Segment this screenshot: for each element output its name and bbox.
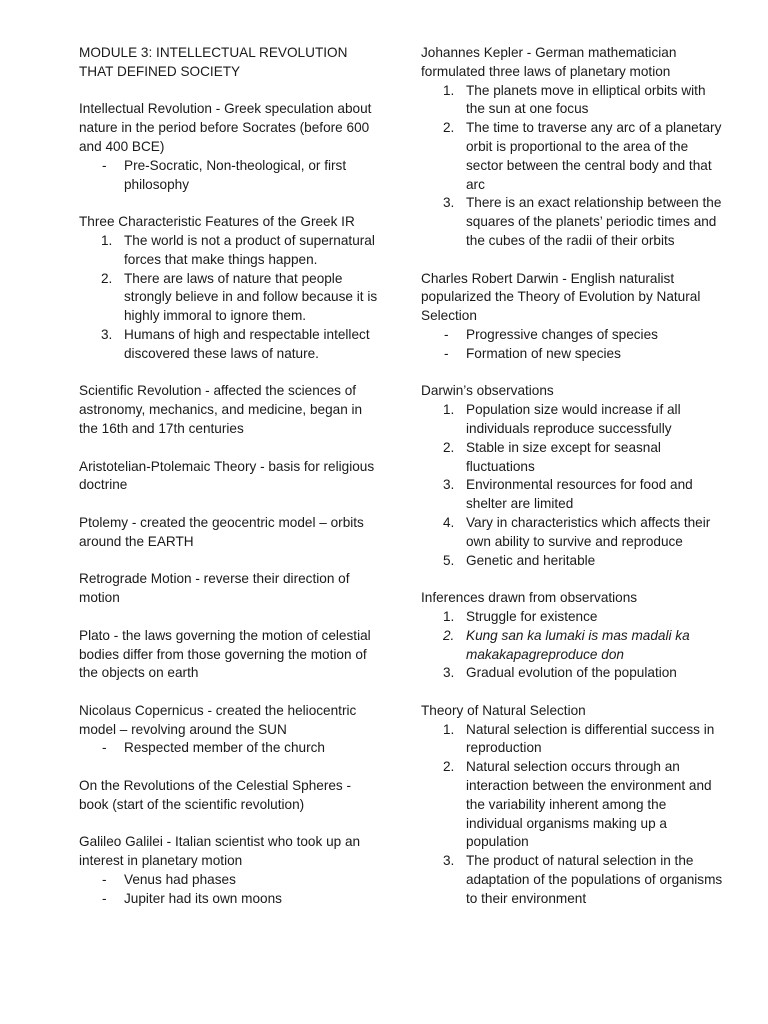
list-item-text: Natural selection is differential success in reproduction bbox=[466, 721, 715, 756]
list-number: 1. bbox=[443, 721, 455, 737]
list-item bbox=[421, 439, 726, 477]
list-item-text: Struggle for existence bbox=[466, 608, 598, 624]
revolutions-book-text: On the Revolutions of the Celestial Spheres - book (start of the scientific revolution) bbox=[79, 778, 352, 812]
list-item bbox=[421, 194, 726, 250]
list-item-text: Vary in characteristics which affects their own ability to survive and reproduce bbox=[466, 514, 711, 549]
retrograde-text: Retrograde Motion - reverse their direction of motion bbox=[79, 571, 350, 606]
left-column bbox=[79, 44, 379, 927]
list-number: 1. bbox=[443, 608, 455, 624]
ptolemy-text: Ptolemy - created the geocentric model – orbits around the EARTH bbox=[79, 514, 364, 549]
darwin-text: Charles Robert Darwin - English naturalist popularized the Theory of Evolution by Natural Selection bbox=[421, 270, 701, 324]
ptolemy-section bbox=[79, 514, 379, 552]
list-item-text: Population size would increase if all individuals reproduce successfully bbox=[466, 402, 681, 436]
list-item-text: There are laws of nature that people strongly believe in and follow because it is highly immoral to ignore them. bbox=[124, 270, 378, 324]
darwin-observations-list bbox=[421, 401, 726, 570]
list-number: 1. bbox=[443, 82, 455, 98]
list-number: 2. bbox=[443, 627, 455, 643]
module-title-line-2: THAT DEFINED SOCIETY bbox=[79, 63, 241, 79]
galileo-text: Galileo Galilei - Italian scientist who took up an interest in planetary motion bbox=[79, 834, 361, 869]
list-number: 2. bbox=[443, 120, 455, 136]
list-item-text: Gradual evolution of the population bbox=[466, 665, 677, 681]
list-item: - Pre-Socratic, Non-theological, or first philosophy bbox=[79, 157, 379, 195]
intellectual-revolution-section bbox=[79, 100, 379, 194]
list-item bbox=[421, 608, 726, 627]
list-item bbox=[421, 82, 726, 120]
revolutions-book-section bbox=[79, 777, 379, 815]
list-item bbox=[79, 326, 379, 364]
copernicus-text: Nicolaus Copernicus - created the heliocentric model – revolving around the SUN bbox=[79, 702, 357, 737]
list-item bbox=[79, 232, 379, 270]
inferences-heading: Inferences drawn from observations bbox=[421, 590, 638, 606]
list-item bbox=[421, 758, 726, 852]
list-number: 2. bbox=[101, 270, 113, 286]
right-column bbox=[421, 44, 726, 927]
list-item bbox=[421, 852, 726, 908]
list-item: - Jupiter had its own moons bbox=[79, 890, 379, 909]
list-number: 1. bbox=[443, 402, 455, 418]
aristotelian-section bbox=[79, 458, 379, 496]
list-item-text: The product of natural selection in the adaptation of the populations of organisms to their environment bbox=[466, 853, 723, 906]
list-item bbox=[421, 401, 726, 439]
plato-section bbox=[79, 627, 379, 683]
galileo-section bbox=[79, 833, 379, 908]
list-item: - Formation of new species bbox=[421, 345, 726, 364]
kepler-text: Johannes Kepler - German mathematician formulated three laws of planetary motion bbox=[421, 45, 677, 79]
darwin-bullets bbox=[421, 326, 726, 364]
list-item bbox=[421, 552, 726, 571]
list-item-text: Stable in size except for seasnal fluctuations bbox=[466, 439, 661, 474]
list-item-text: There is an exact relationship between the squares of the planets’ periodic times and the cubes of the radii of their orbits bbox=[466, 195, 722, 248]
list-number: 3. bbox=[443, 665, 455, 681]
module-title-line-1: MODULE 3: INTELLECTUAL REVOLUTION bbox=[79, 45, 348, 60]
darwin-observations-heading: Darwin’s observations bbox=[421, 383, 554, 399]
list-item bbox=[421, 119, 726, 194]
greek-ir-features-list bbox=[79, 232, 379, 364]
plato-text: Plato - the laws governing the motion of celestial bodies differ from those governing the motion of the objects on earth bbox=[79, 627, 371, 681]
greek-ir-features-heading: Three Characteristic Features of the Greek IR bbox=[79, 214, 355, 230]
list-number: 1. bbox=[101, 232, 113, 248]
intellectual-revolution-bullets bbox=[79, 157, 379, 195]
list-item: - Respected member of the church bbox=[79, 739, 379, 758]
aristotelian-text: Aristotelian-Ptolemaic Theory - basis for religious doctrine bbox=[79, 458, 375, 493]
darwin-observations-section bbox=[421, 382, 726, 570]
list-item-text: The world is not a product of supernatural forces that make things happen. bbox=[124, 232, 375, 267]
scientific-revolution-section bbox=[79, 382, 379, 438]
list-number: 5. bbox=[443, 552, 455, 568]
list-item-text: Environmental resources for food and shelter are limited bbox=[466, 477, 693, 512]
list-number: 3. bbox=[443, 195, 455, 211]
list-item: - Progressive changes of species bbox=[421, 326, 726, 345]
greek-ir-features-section bbox=[79, 213, 379, 363]
list-item bbox=[421, 627, 726, 665]
galileo-bullets bbox=[79, 871, 379, 909]
list-item-text: The time to traverse any arc of a planetary orbit is proportional to the area of the sector between the central body and that arc bbox=[466, 120, 722, 192]
list-item-text: Humans of high and respectable intellect discovered these laws of nature. bbox=[124, 326, 370, 361]
scientific-revolution-text: Scientific Revolution - affected the sciences of astronomy, mechanics, and medicine, began in the 16th and 17th centuries bbox=[79, 383, 363, 436]
list-number: 4. bbox=[443, 514, 455, 530]
intellectual-revolution-text: Intellectual Revolution - Greek speculation about nature in the period before Socrates (before 600 and 400 BCE) bbox=[79, 101, 372, 154]
list-item bbox=[421, 514, 726, 552]
natural-selection-list bbox=[421, 721, 726, 909]
list-number: 3. bbox=[443, 853, 455, 869]
list-item bbox=[421, 476, 726, 514]
natural-selection-section bbox=[421, 702, 726, 909]
retrograde-section bbox=[79, 570, 379, 608]
list-number: 2. bbox=[443, 439, 455, 455]
list-item: - Venus had phases bbox=[79, 871, 379, 890]
inferences-list bbox=[421, 608, 726, 683]
list-item bbox=[79, 270, 379, 326]
copernicus-section bbox=[79, 702, 379, 758]
list-item bbox=[421, 664, 726, 683]
list-number: 3. bbox=[443, 477, 455, 493]
module-title bbox=[79, 44, 379, 82]
natural-selection-heading: Theory of Natural Selection bbox=[421, 702, 586, 718]
kepler-section bbox=[421, 44, 726, 251]
list-number: 3. bbox=[101, 326, 113, 342]
inferences-section bbox=[421, 589, 726, 683]
list-item bbox=[421, 721, 726, 759]
darwin-section bbox=[421, 270, 726, 364]
kepler-laws-list bbox=[421, 82, 726, 251]
list-number: 2. bbox=[443, 759, 455, 775]
list-item-text: The planets move in elliptical orbits with the sun at one focus bbox=[466, 82, 706, 117]
list-item-text: Natural selection occurs through an interaction between the environment and the variability inherent among the individual organisms making up a population bbox=[466, 759, 712, 850]
list-item-text: Kung san ka lumaki is mas madali ka makakapagreproduce don bbox=[466, 627, 690, 662]
copernicus-bullets bbox=[79, 739, 379, 758]
list-item-text: Genetic and heritable bbox=[466, 552, 596, 568]
